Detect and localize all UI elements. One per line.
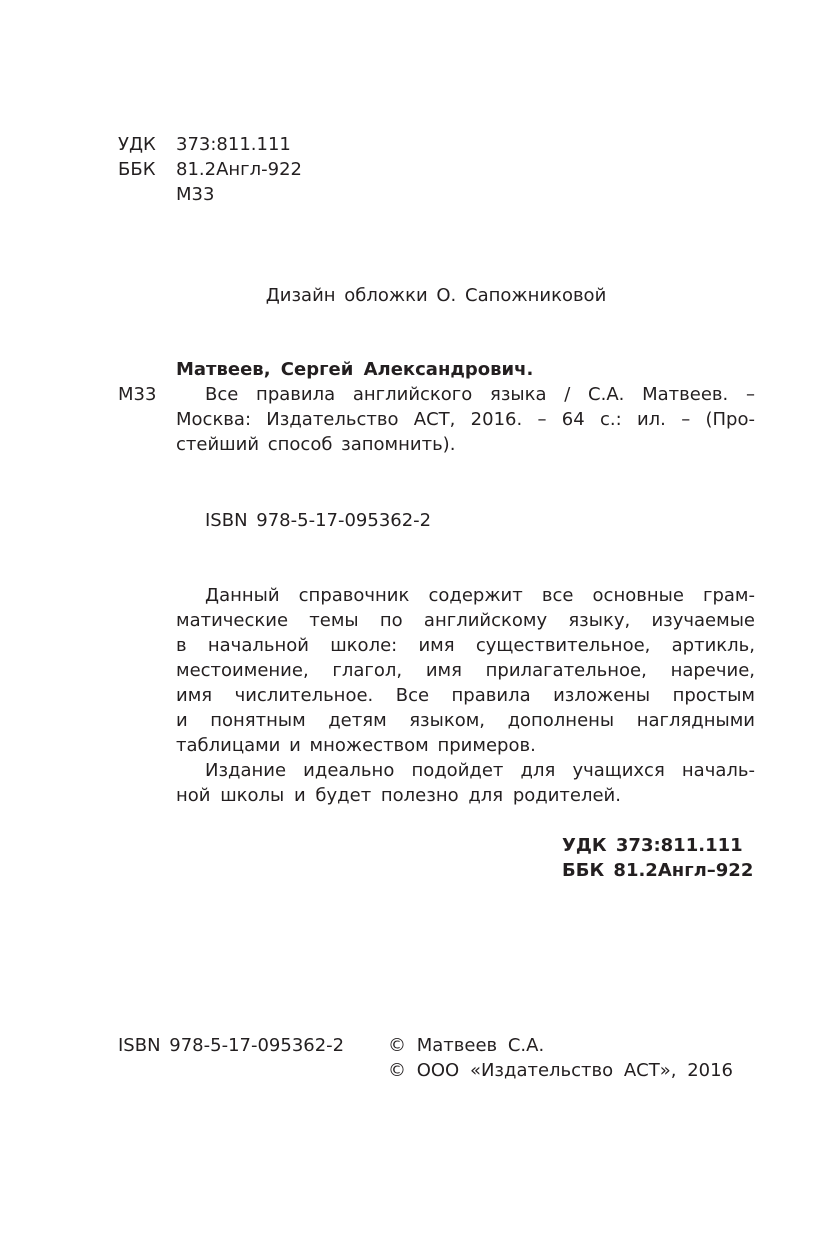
abstract-line-5: имя числительное. Все правила изложены простым — [176, 685, 755, 706]
udk-value: 373:811.111 — [176, 134, 291, 155]
abstract-line-4: местоимение, глагол, имя прилагательное, наречие, — [176, 660, 755, 681]
author-mark-header: М33 — [176, 184, 215, 205]
bottom-isbn: ISBN 978-5-17-095362-2 — [118, 1035, 345, 1056]
cover-design-credit: Дизайн обложки О. Сапожниковой — [265, 285, 607, 306]
copyright-author: © Матвеев С.А. — [388, 1035, 545, 1056]
abstract-line-9: ной школы и будет полезно для родителей. — [176, 785, 621, 806]
bbk-label: ББК — [118, 159, 156, 180]
catalog-line-1: Все правила английского языка / С.А. Матвеев. – — [205, 384, 755, 405]
abstract-line-3: в начальной школе: имя существительное, артикль, — [176, 635, 755, 656]
footer-udk: УДК 373:811.111 — [562, 835, 743, 856]
copyright-publisher: © ООО «Издательство АСТ», 2016 — [388, 1060, 734, 1081]
bbk-value: 81.2Англ-922 — [176, 159, 302, 180]
udk-header — [118, 132, 291, 157]
abstract-line-8: Издание идеально подойдет для учащихся началь- — [205, 760, 755, 781]
abstract-line-2: матические темы по английскому языку, изучаемые — [176, 610, 755, 631]
abstract-line-1: Данный справочник содержит все основные грам- — [205, 585, 755, 606]
catalog-mark: М33 — [118, 384, 157, 405]
isbn-entry: ISBN 978-5-17-095362-2 — [205, 510, 432, 531]
catalog-line-3: стейший способ запомнить). — [176, 434, 456, 455]
footer-bbk: ББК 81.2Англ–922 — [562, 860, 754, 881]
catalog-author: Матвеев, Сергей Александрович. — [176, 359, 534, 380]
catalog-line-2: Москва: Издательство АСТ, 2016. – 64 с.: ил. – (Про- — [176, 409, 755, 430]
abstract-line-7: таблицами и множеством примеров. — [176, 735, 536, 756]
abstract-line-6: и понятным детям языком, дополнены наглядными — [176, 710, 755, 731]
udk-label: УДК — [118, 134, 156, 155]
bbk-header — [118, 157, 302, 182]
